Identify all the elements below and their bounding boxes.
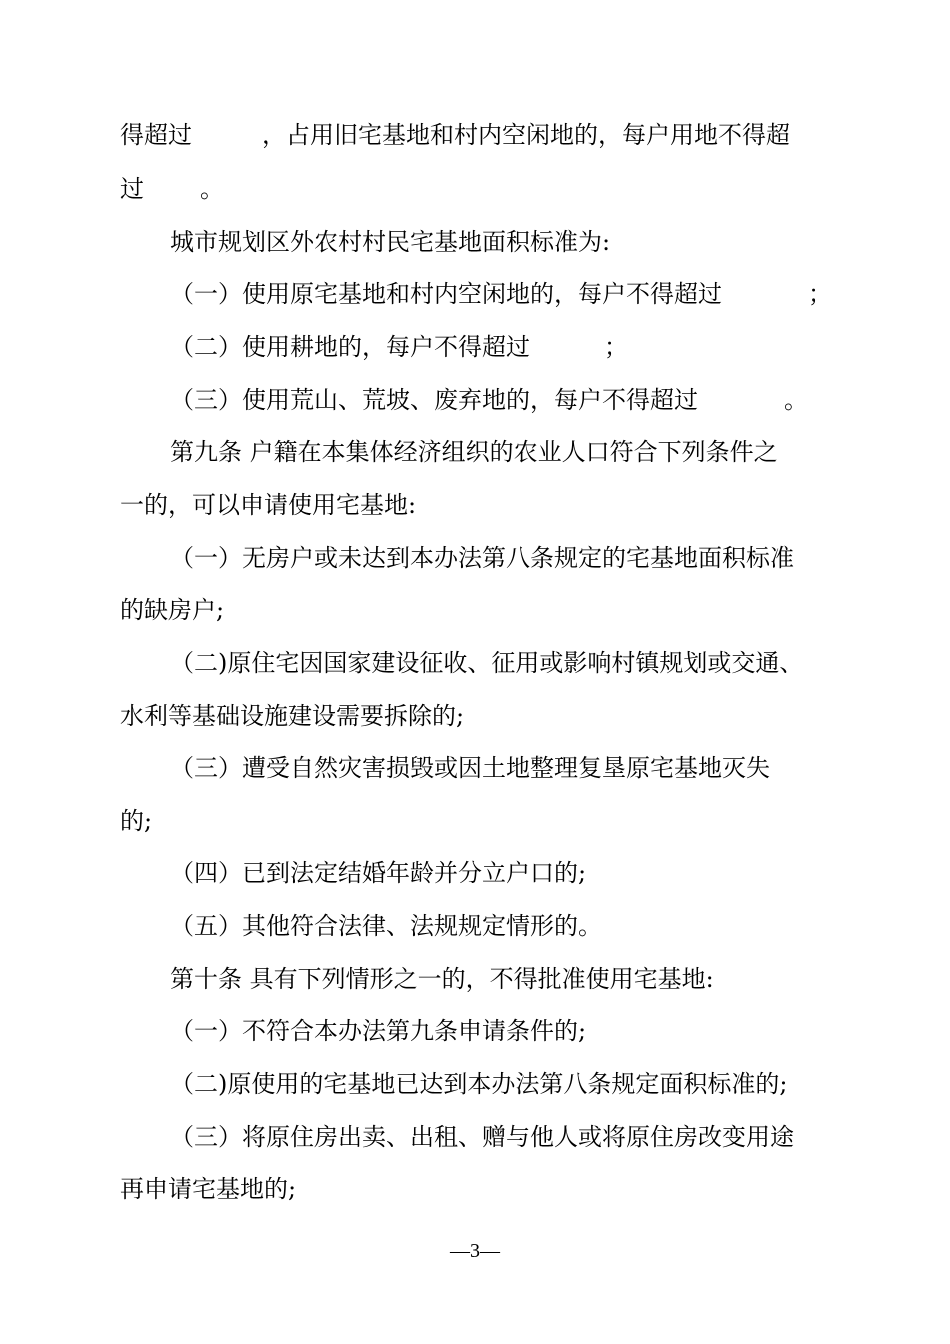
text-segment: （三）遭受自然灾害损毁或因土地整理复垦原宅基地灭失 bbox=[170, 754, 770, 782]
text-line bbox=[0, 1064, 950, 1104]
text-segment: 再申请宅基地的; bbox=[120, 1175, 297, 1203]
text-segment: ； bbox=[808, 280, 832, 308]
text-line bbox=[0, 274, 950, 314]
text-line bbox=[0, 380, 950, 420]
text-segment: 第十条 具有下列情形之一的，不得批准使用宅基地: bbox=[170, 965, 714, 993]
page-number: —3— bbox=[450, 1240, 500, 1262]
text-line bbox=[0, 327, 950, 367]
text-line bbox=[0, 643, 950, 683]
text-line bbox=[0, 906, 950, 946]
text-segment: （一）使用原宅基地和村内空闲地的，每户不得超过 bbox=[170, 280, 722, 308]
text-segment: 城市规划区外农村村民宅基地面积标准为: bbox=[170, 228, 611, 256]
text-segment: （二)原住宅因国家建设征收、征用或影响村镇规划或交通、 bbox=[170, 649, 804, 677]
text-segment: （四）已到法定结婚年龄并分立户口的; bbox=[170, 859, 587, 887]
text-segment: （三）使用荒山、荒坡、废弃地的，每户不得超过 bbox=[170, 386, 698, 414]
text-line bbox=[0, 169, 950, 209]
text-line bbox=[0, 115, 950, 155]
text-segment: 水利等基础设施建设需要拆除的; bbox=[120, 702, 465, 730]
text-line bbox=[0, 853, 950, 893]
text-line bbox=[0, 748, 950, 788]
text-segment: （一）不符合本办法第九条申请条件的; bbox=[170, 1017, 587, 1045]
text-segment: 得超过 bbox=[120, 121, 192, 149]
text-line bbox=[0, 485, 950, 525]
text-segment: （三）将原住房出卖、出租、赠与他人或将原住房改变用途 bbox=[170, 1123, 794, 1151]
text-line bbox=[0, 1169, 950, 1209]
text-line bbox=[0, 590, 950, 630]
text-line bbox=[0, 1011, 950, 1051]
text-segment: 第九条 户籍在本集体经济组织的农业人口符合下列条件之 bbox=[170, 438, 778, 466]
text-line bbox=[0, 222, 950, 262]
text-segment: 的缺房户; bbox=[120, 596, 225, 624]
text-line bbox=[0, 801, 950, 841]
text-segment: 一的，可以申请使用宅基地: bbox=[120, 491, 417, 519]
text-segment: （五）其他符合法律、法规规定情形的。 bbox=[170, 912, 602, 940]
text-segment: （一）无房户或未达到本办法第八条规定的宅基地面积标准 bbox=[170, 544, 794, 572]
text-line bbox=[0, 959, 950, 999]
text-segment: 的; bbox=[120, 807, 153, 835]
text-line bbox=[0, 432, 950, 472]
text-segment: 。 bbox=[784, 386, 808, 414]
text-segment: ； bbox=[604, 333, 628, 361]
text-segment: 。 bbox=[200, 175, 224, 203]
text-segment: （二）使用耕地的，每户不得超过 bbox=[170, 333, 530, 361]
text-line bbox=[0, 538, 950, 578]
text-segment: ，占用旧宅基地和村内空闲地的，每户用地不得超 bbox=[262, 121, 790, 149]
text-line bbox=[0, 696, 950, 736]
text-segment: （二)原使用的宅基地已达到本办法第八条规定面积标准的; bbox=[170, 1070, 788, 1098]
text-line bbox=[0, 1117, 950, 1157]
text-segment: 过 bbox=[120, 175, 144, 203]
